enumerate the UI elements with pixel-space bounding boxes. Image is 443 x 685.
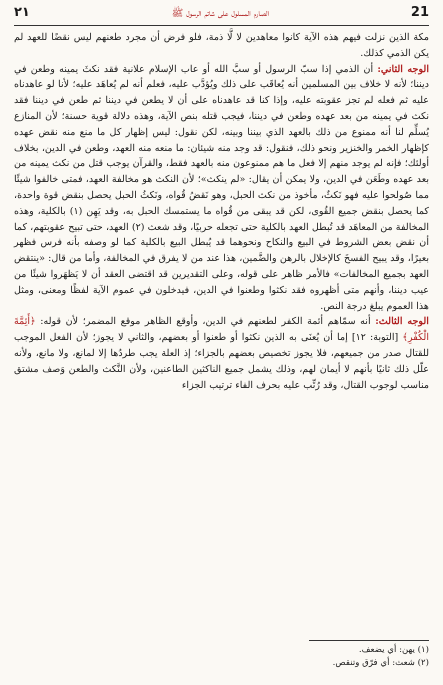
paragraph-text: إما أن يُعنَى به الذين نكثوا أو طعنوا أو بعضهم، والثاني لا يجوز؛ لأن الفعل الموجب للقتال صدر من جميعهم، فلا يجوز تخصيص بعضهم بالجزاء؛ إذ العلة يجب طردُها إلا لمانع، ولا مانع، ولأنه علّل ذلك ثانيًا بأنهم لا أيمان لهم، وذلك يشمل جميع الناكثين الطاعنين، ولأن النَّكث والطعن وَصف مشتق مناسب لوجوب القتال، وقد رُتِّب عليه بحرف الفاء ترتيب الجزاء [14,332,429,391]
footnotes [14,640,429,670]
footnote-divider [309,640,429,641]
book-title: الصارم المسلول على شاتم الرسول ﷺ [171,8,270,19]
running-header [14,5,429,26]
paragraph-second-aspect [14,62,429,315]
paragraph-text: أنه سمّاهم أئمة الكفر لطعنهم في الدين، وأوقع الظاهر موقع المضمر؛ لأن قوله: [40,316,371,328]
page-number: 21 [410,5,429,20]
verse-reference: [التوبة: ١٢] [351,332,399,344]
paragraph-text: بالكلية، وهذه المخالفة من المعاهَد قد تُبطل العهد بالكلية حتى تجعله حربيًا، وقد شعث [14,205,429,233]
footnote-text: شعث: أي فرّق وتنقص. [332,658,415,668]
page-number-arabic: ٢١ [14,5,30,20]
footnote-item [14,657,429,670]
quran-quote: ﴿أَئِمَّةَ الْكُفْرِ﴾ [14,316,429,344]
section-heading: الوجه الثالث: [375,316,429,328]
paragraph-text: العهد، حتى تبيح عقوبتهم، كما أن نقض بعض الشروط في البيع والنكاح ونحوهما قد يُبطل البيع بالكلية كما لو وصفه بأنه فرس فظهر بعيرًا، وقد يبيح الفسخَ كالإخلال بالرهن والضَّمين، هذا عند من لا يفرق في المخالفة، وأما من قال: «ينتقض العهد بجميع المخالفات» فالأمر ظاهر على قوله، وعلى التقديرين قد اقتضى العقد أن لا يَظهَروا شيئًا من عيب ديننا، وأنهم متى أظهروه فقد نكثوا وطعنوا في الدين، فيدخلون في عموم الآية لفظًا ومعنى، ومثل هذا العموم يبلغ درجة النص. [14,221,429,312]
footnote-text: يهن: أي يضعف. [358,645,415,655]
paragraph-text: أن الذمي إذا سبّ الرسول أو سبَّ الله أو عاب الإسلام علانية فقد نكثَ يمينه وطعن في ديننا؛ لأنه لا خلاف بين المسلمين أنه يُعاقَب على ذلك ويُؤدَّب عليه، فعلم أنه لم يُعاهَد عليه؛ لأنا لو عاهدناه عليه ثم فعله لم تجز عقوبته عليه، وإذا كنا قد عاهدناه على أن لا يطعن في ديننا ثم طعن في ديننا فقد نكث في يمينه من بعد عهده وطعن في ديننا، فيجب قتله بنص الآية، وهذه دلالة قوية حسنة؛ لأن المنازع يُسلِّم لنا أنه ممنوع من ذلك بالعهد الذي بيننا وبينه، لكن نقول: ليس إظهار كل ما منع منه نقض عهده كإظهار الخمر والخنزير ونحو ذلك، فنقول: قد وجد منه شيئان: ما منعه منه العهد، وطعن في الدين، بخلاف أولئك؛ فإنه لم يوجد منهم إلا فعل ما هم ممنوعون منه بالعهد فقط، والقرآن يوجب قتل من نكث يمينه من بعد عهده وطَعَن في الدين، ولا يمكن أن يقال: «لم ينكث»؛ لأن النكث هو مخالفة العهد، فمتى خالفوا شيئًا مما صُولحوا عليه فهو نَكثٌ، مأخوذ من نكث الحبل، وهو نَقضُ قُواه، ونَكثُ الحبل يحصل بنقض قوة واحدة، كما يحصل بنقض جميع القُوى، لكن قد يبقى من قُواه ما يستمسك الحبل به، وقد يَهِن [14,63,429,217]
footnote-ref[interactable]: (٢) [131,221,145,233]
footnote-ref[interactable]: (١) [69,205,83,217]
page-body [14,30,429,393]
footnote-number: (٢) [417,658,429,668]
paragraph-third-aspect [14,314,429,393]
footnote-item [14,644,429,657]
paragraph-intro: مكة الذين نزلت فيهم هذه الآية كانوا معاهدين لا لَّا ذمة، فلو فرض أن مجرد طعنهم ليس نقضًا للعهد لم يكن الذمي كذلك. [14,32,429,59]
footnote-number: (١) [417,645,429,655]
section-heading: الوجه الثاني: [377,63,429,75]
